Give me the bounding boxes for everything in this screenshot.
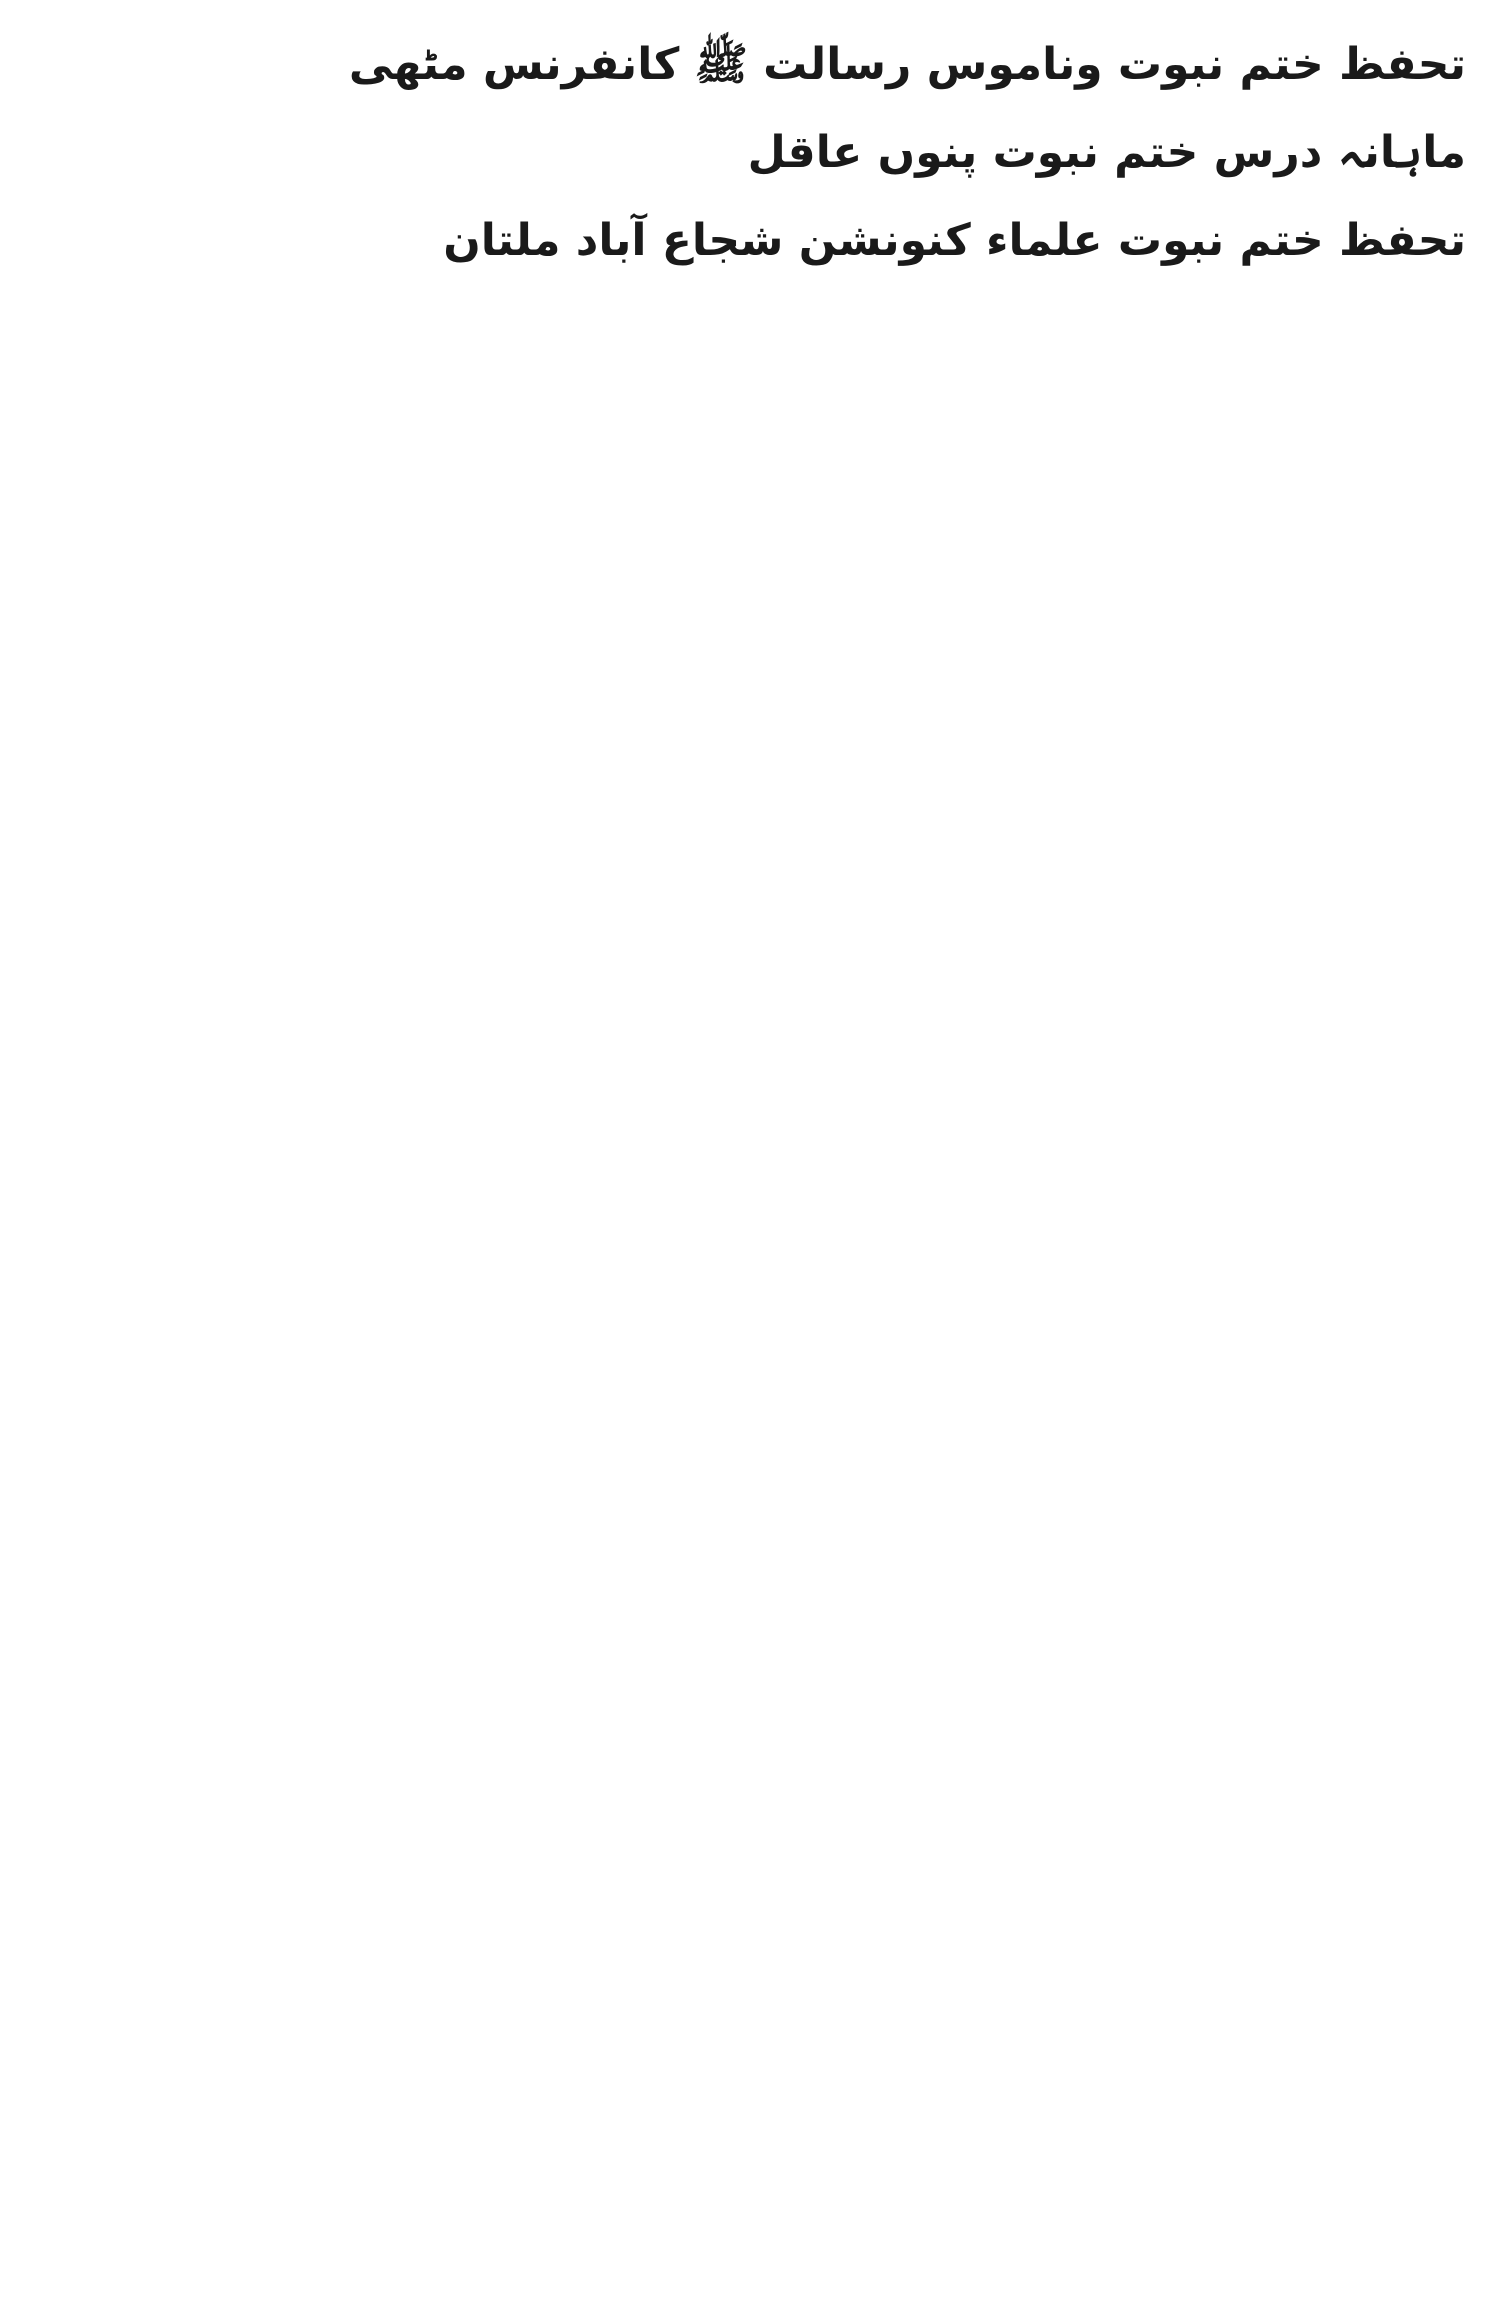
section-heading: تحفظ ختم نبوت علماء کنونشن شجاع آباد ملتان xyxy=(443,215,1466,266)
section-monthly-lesson xyxy=(34,106,1466,194)
section-mithi-conference xyxy=(34,18,1466,106)
section-heading: ماہانہ درس ختم نبوت پنوں عاقل xyxy=(747,127,1466,178)
article-page xyxy=(34,18,1466,2280)
section-ulema-convention xyxy=(34,194,1466,282)
section-heading: تحفظ ختم نبوت وناموس رسالت ﷺ کانفرنس مٹھی xyxy=(348,39,1466,90)
